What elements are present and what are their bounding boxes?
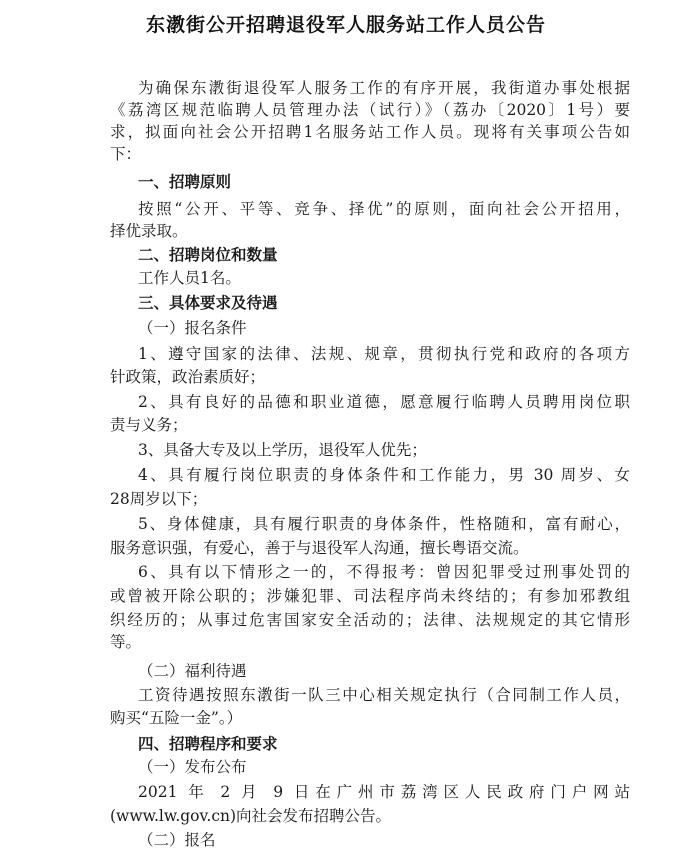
section-1-line-1: 按照“公开、平等、竞争、择优”的原则，面向社会公开招用，	[138, 200, 630, 218]
intro-line-3: 求，拟面向社会公开招聘1名服务站工作人员。现将有关事项公告如	[110, 123, 630, 141]
section-3-sub-2: （二）福利待遇	[138, 662, 247, 680]
condition-5-line-1: 5、身体健康，具有履行职责的身体条件，性格随和，富有耐心，	[138, 515, 630, 533]
section-4-sub-1: （一）发布公布	[138, 758, 247, 776]
condition-1-line-2: 针政策，政治素质好；	[110, 368, 266, 386]
condition-4-line-1: 4、具有履行岗位职责的身体条件和工作能力，男 30 周岁、女	[138, 466, 630, 484]
section-2-heading: 二、招聘岗位和数量	[138, 246, 278, 264]
condition-6-line-2: 或曾被开除公职的；涉嫌犯罪、司法程序尚未终结的；有参加邪教组	[110, 587, 630, 605]
condition-2-line-1: 2、具有良好的品德和职业道德，愿意履行临聘人员聘用岗位职	[138, 393, 630, 411]
condition-6-line-4: 等。	[110, 633, 142, 651]
publish-line-2: (www.lw.gov.cn)向社会发布招聘公告。	[110, 807, 392, 825]
condition-5-line-2: 服务意识强，有爱心，善于与退役军人沟通，擅长粤语交流。	[110, 539, 529, 557]
condition-6-line-3: 织经历的；从事过危害国家安全活动的；法律、法规规定的其它情形	[110, 611, 630, 629]
section-4-sub-2: （二）报名	[138, 831, 216, 849]
section-2-body: 工作人员1名。	[138, 269, 241, 287]
condition-3: 3、具备大专及以上学历，退役军人优先；	[138, 441, 427, 459]
section-1-line-2: 择优录取。	[110, 222, 188, 240]
intro-line-2: 《荔湾区规范临聘人员管理办法（试行）》（荔办〔2020〕1号）要	[110, 101, 630, 119]
section-3-heading: 三、具体要求及待遇	[138, 294, 278, 312]
welfare-line-1: 工资待遇按照东漖街一队三中心相关规定执行（合同制工作人员，	[138, 686, 630, 704]
condition-6-line-1: 6、具有以下情形之一的，不得报考：曾因犯罪受过刑事处罚的	[138, 563, 630, 581]
publish-line-1: 2021 年 2 月 9 日在广州市荔湾区人民政府门户网站	[138, 783, 630, 801]
section-4-heading: 四、招聘程序和要求	[138, 735, 278, 753]
section-1-heading: 一、招聘原则	[138, 173, 232, 191]
document-title: 东漖街公开招聘退役军人服务站工作人员公告	[145, 14, 546, 36]
section-3-sub-1: （一）报名条件	[138, 319, 247, 337]
intro-line-1: 为确保东漖街退役军人服务工作的有序开展，我街道办事处根据	[138, 79, 630, 97]
condition-4-line-2: 28周岁以下；	[110, 490, 208, 508]
intro-line-4: 下：	[110, 145, 142, 163]
condition-1-line-1: 1、遵守国家的法律、法规、规章，贯彻执行党和政府的各项方	[138, 345, 630, 363]
condition-2-line-2: 责与义务；	[110, 416, 188, 434]
welfare-line-2: 购买“五险一金”。）	[110, 709, 243, 727]
